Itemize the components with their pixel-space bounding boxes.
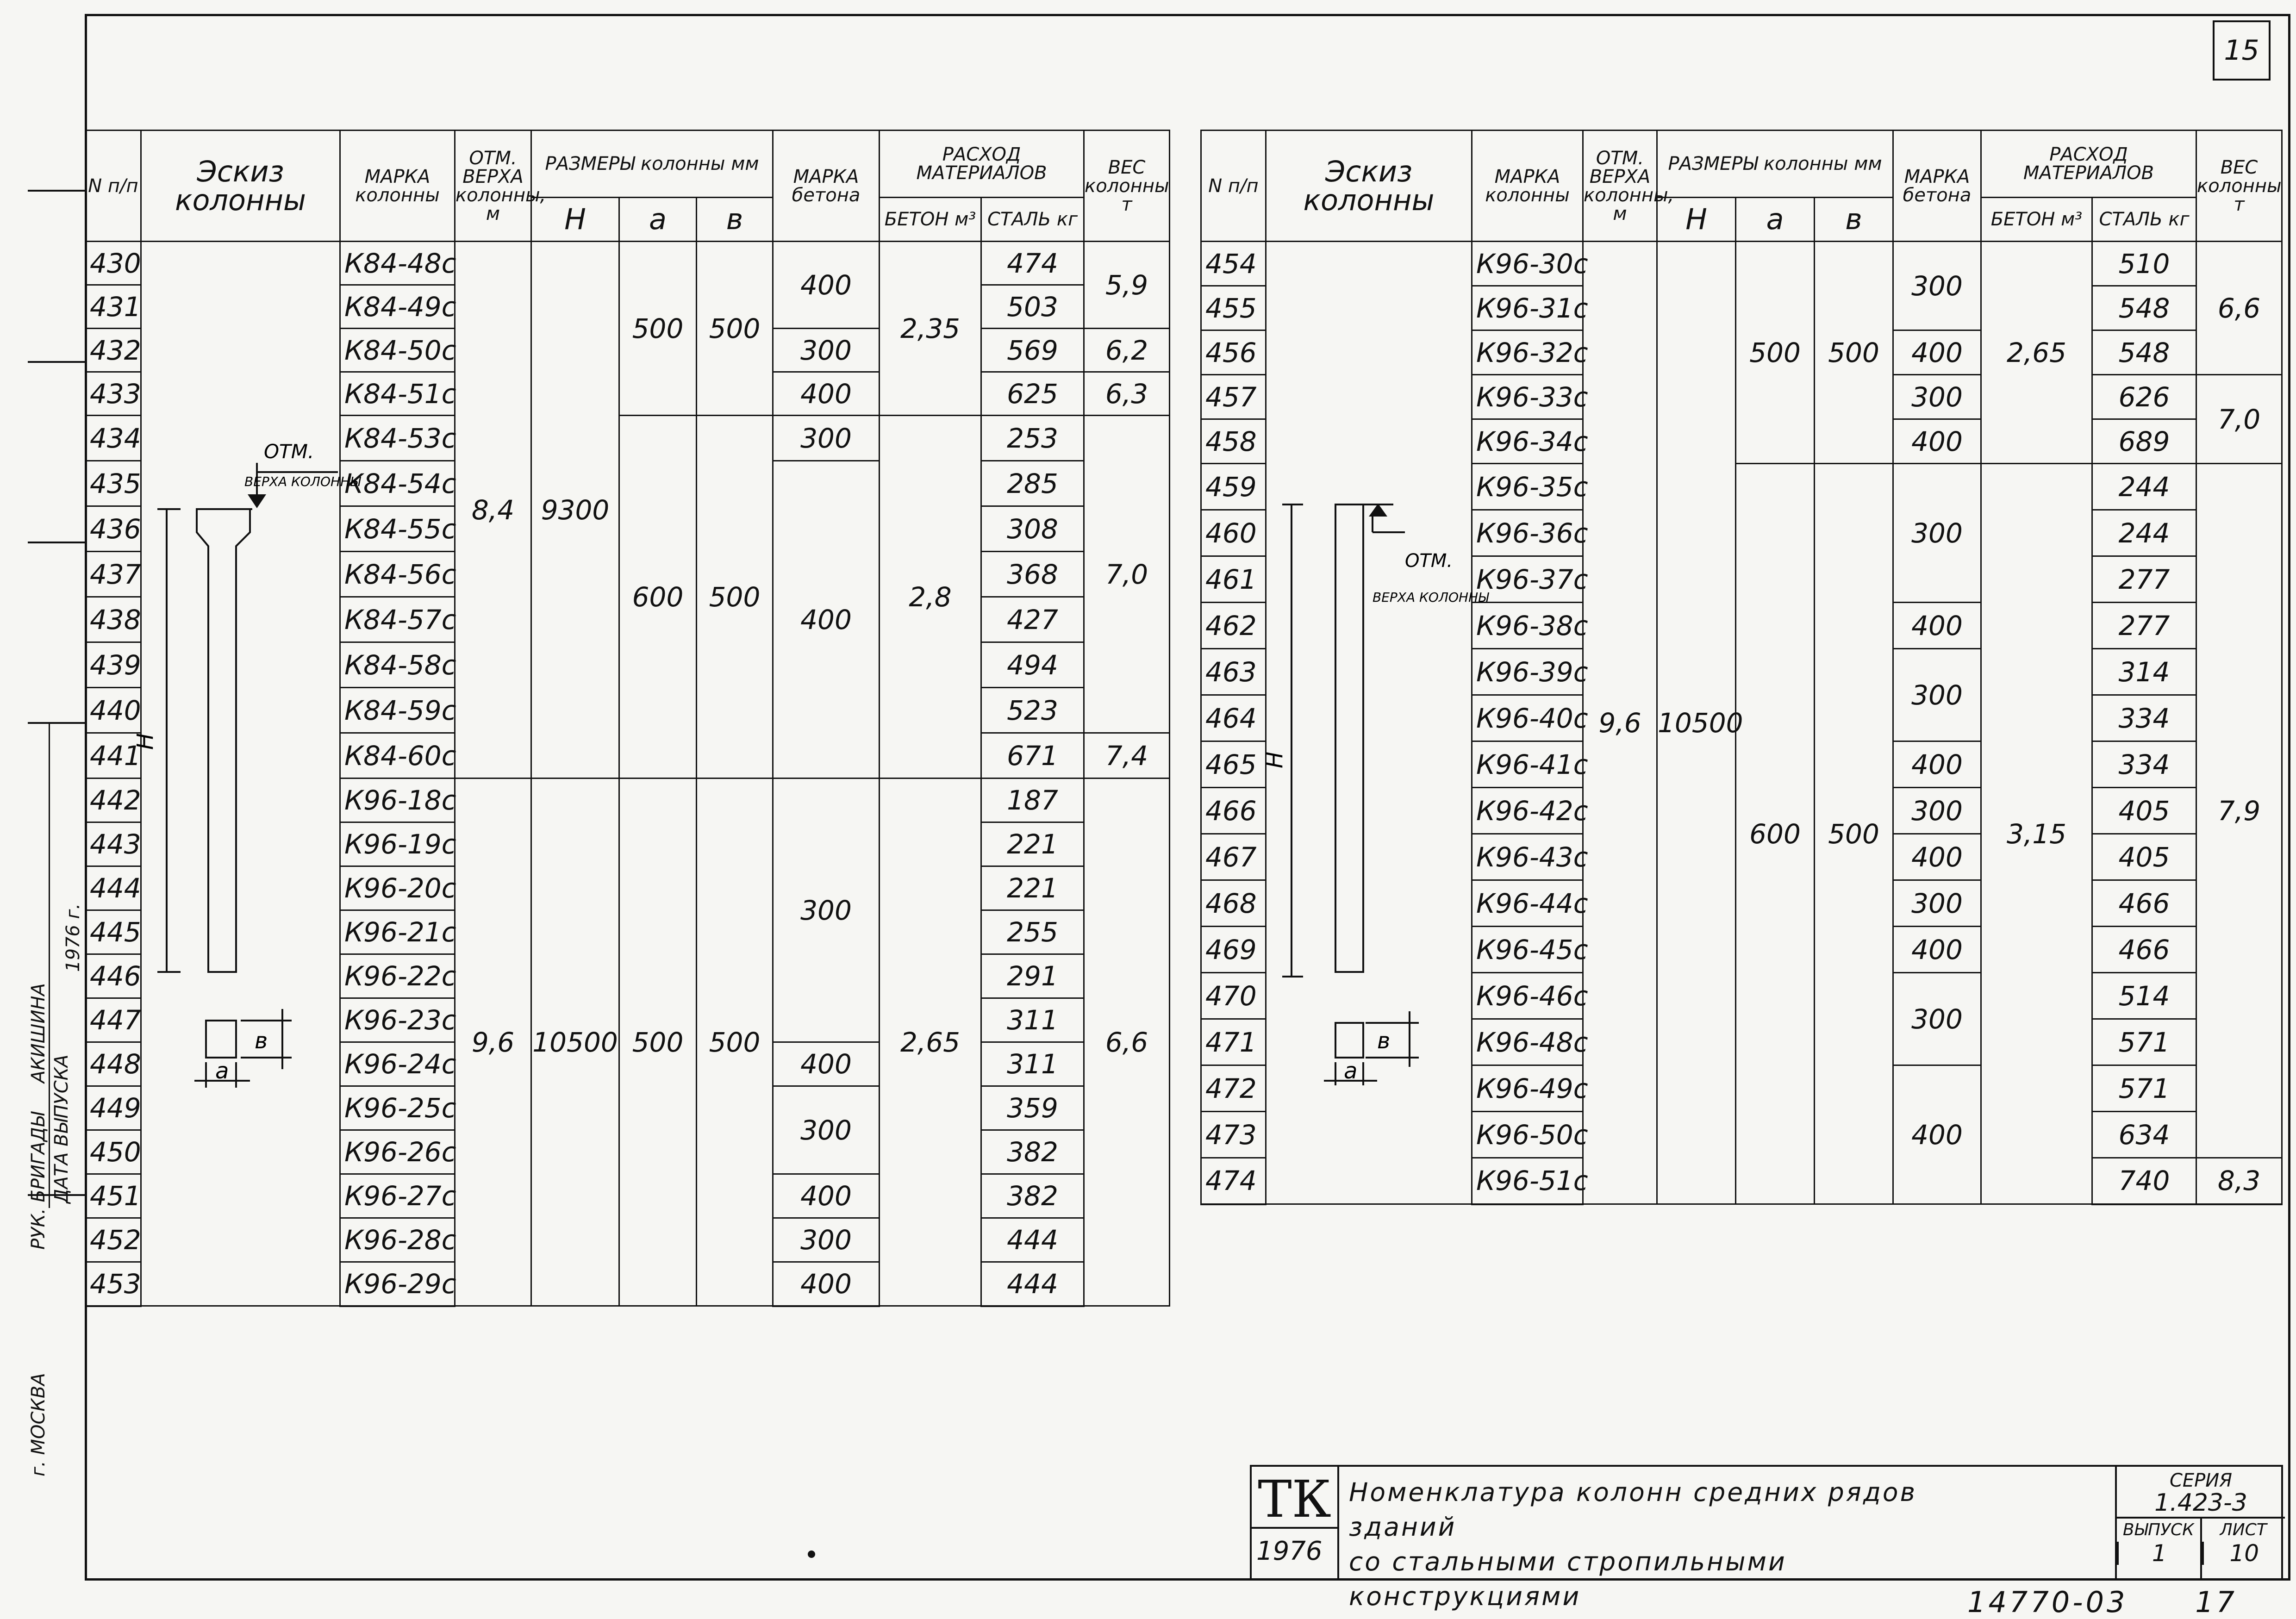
row-number: 465: [1201, 741, 1266, 788]
concrete-volume: 2,8: [880, 416, 981, 778]
row-number: 441: [86, 733, 141, 778]
weight-value: 7,0: [2196, 375, 2282, 464]
concrete-volume: 2,65: [880, 778, 981, 1306]
weight-value: 7,4: [1084, 733, 1170, 778]
header-b: в: [697, 198, 773, 242]
sheet-number: 15: [2213, 20, 2271, 81]
steel-value: 285: [981, 461, 1084, 506]
dim-a-value: 600: [1736, 464, 1815, 1204]
row-number: 460: [1201, 510, 1266, 556]
header-mark: МАРКА колонны: [1472, 131, 1583, 242]
steel-value: 277: [2092, 603, 2196, 649]
issue-value: 1: [2117, 1542, 2200, 1565]
weight-value: 6,3: [1084, 372, 1170, 416]
column-mark: К96-35с: [1472, 464, 1583, 510]
scan-speck: [808, 1551, 815, 1558]
steel-value: 523: [981, 688, 1084, 733]
column-mark: К84-54с: [340, 461, 455, 506]
steel-value: 571: [2092, 1019, 2196, 1065]
sketch-height-label: H: [1262, 751, 1288, 768]
column-mark: К96-42с: [1472, 788, 1583, 834]
header-materials: РАСХОД МАТЕРИАЛОВ: [1981, 131, 2196, 198]
row-number: 440: [86, 688, 141, 733]
concrete-grade: 400: [1893, 419, 1981, 464]
sketch-elevation-sublabel: ВЕРХА КОЛОННЫ: [1373, 590, 1489, 605]
sketch-elevation-label: ОТМ.: [264, 440, 314, 463]
column-mark: К84-57с: [340, 597, 455, 642]
row-number: 474: [1201, 1158, 1266, 1204]
column-mark: К96-31с: [1472, 286, 1583, 330]
column-mark: К96-26с: [340, 1130, 455, 1174]
steel-value: 277: [2092, 556, 2196, 603]
sketch-b-label: в: [255, 1028, 268, 1054]
steel-value: 382: [981, 1174, 1084, 1218]
column-table-right: [1200, 130, 2283, 1205]
column-mark: К96-43с: [1472, 834, 1583, 880]
column-mark: К84-48с: [340, 242, 455, 285]
row-number: 433: [86, 372, 141, 416]
concrete-volume: 3,15: [1981, 464, 2092, 1204]
row-number: 442: [86, 778, 141, 822]
margin-stamp: [0, 185, 85, 1527]
concrete-grade: 400: [773, 461, 880, 778]
header-num: N п/п: [1201, 131, 1266, 242]
steel-value: 405: [2092, 834, 2196, 880]
title-year: 1976: [1256, 1536, 1323, 1566]
column-mark: К96-34с: [1472, 419, 1583, 464]
steel-value: 444: [981, 1262, 1084, 1306]
sketch-a-label: a: [215, 1058, 229, 1084]
issue-label: ВЫПУСК: [2122, 1520, 2194, 1539]
steel-value: 625: [981, 372, 1084, 416]
dim-b-value: 500: [1815, 242, 1893, 464]
column-mark: К96-29с: [340, 1262, 455, 1306]
sketch-elevation-label: ОТМ.: [1405, 550, 1453, 572]
chief-label: РУК. БРИГАДЫ: [28, 1112, 49, 1250]
column-mark: К96-25с: [340, 1086, 455, 1130]
column-mark: К84-59с: [340, 688, 455, 733]
column-mark: К96-22с: [340, 954, 455, 998]
dim-a-value: 500: [619, 778, 697, 1306]
sketch-cell: [141, 242, 340, 1306]
header-mark: МАРКА колонны: [340, 131, 455, 242]
margin-tick: [28, 542, 85, 543]
concrete-grade: 400: [1893, 1065, 1981, 1204]
row-number: 449: [86, 1086, 141, 1130]
header-steel: СТАЛЬ кг: [981, 198, 1084, 242]
column-mark: К84-56с: [340, 552, 455, 597]
margin-tick: [28, 722, 85, 724]
row-number: 457: [1201, 375, 1266, 419]
dim-b-value: 500: [697, 416, 773, 778]
row-number: 437: [86, 552, 141, 597]
row-number: 468: [1201, 880, 1266, 927]
column-mark: К96-30с: [1472, 242, 1583, 286]
steel-value: 689: [2092, 419, 2196, 464]
elevation-value: 9,6: [455, 778, 531, 1306]
steel-value: 334: [2092, 695, 2196, 741]
column-mark: К84-53с: [340, 416, 455, 461]
column-mark: К96-28с: [340, 1218, 455, 1262]
series-cell: [2115, 1467, 2285, 1580]
steel-value: 474: [981, 242, 1084, 285]
steel-value: 444: [981, 1218, 1084, 1262]
header-sketch: Эскиз колонны: [141, 131, 340, 242]
row-number: 450: [86, 1130, 141, 1174]
column-mark: К96-46с: [1472, 973, 1583, 1019]
steel-value: 510: [2092, 242, 2196, 286]
steel-value: 368: [981, 552, 1084, 597]
dim-b-value: 500: [1815, 464, 1893, 1204]
row-number: 439: [86, 642, 141, 688]
row-number: 456: [1201, 330, 1266, 375]
column-mark: К96-32с: [1472, 330, 1583, 375]
drawing-title-line: Номенклатура колонн средних рядов зданий: [1349, 1477, 1917, 1542]
column-mark: К96-23с: [340, 998, 455, 1042]
column-mark: К84-51с: [340, 372, 455, 416]
row-number: 454: [1201, 242, 1266, 286]
row-number: 453: [86, 1262, 141, 1306]
concrete-grade: 300: [1893, 375, 1981, 419]
series-label: СЕРИЯ: [2169, 1470, 2233, 1491]
sheet-label: ЛИСТ: [2220, 1520, 2267, 1539]
row-number: 463: [1201, 649, 1266, 695]
row-number: 459: [1201, 464, 1266, 510]
year-label: 1976 г.: [62, 903, 84, 972]
column-mark: К96-40с: [1472, 695, 1583, 741]
concrete-grade: 300: [1893, 788, 1981, 834]
archive-code: 14770-03: [1967, 1585, 2128, 1619]
header-steel: СТАЛЬ кг: [2092, 198, 2196, 242]
height-value: 9300: [531, 242, 619, 778]
row-number: 432: [86, 329, 141, 372]
column-mark: К84-58с: [340, 642, 455, 688]
concrete-grade: 300: [773, 416, 880, 461]
steel-value: 514: [2092, 973, 2196, 1019]
column-mark: К96-24с: [340, 1042, 455, 1086]
archive-number: [1967, 1585, 2237, 1619]
header-concrete-grade: МАРКА бетона: [1893, 131, 1981, 242]
row-number: 471: [1201, 1019, 1266, 1065]
concrete-grade: 300: [773, 778, 880, 1042]
sketch-cell: [1266, 242, 1472, 1204]
row-number: 448: [86, 1042, 141, 1086]
row-number: 444: [86, 866, 141, 910]
steel-value: 466: [2092, 880, 2196, 927]
issue-date-label: ДАТА ВЫПУСКА: [51, 1054, 72, 1203]
row-number: 430: [86, 242, 141, 285]
header-materials: РАСХОД МАТЕРИАЛОВ: [880, 131, 1084, 198]
steel-value: 291: [981, 954, 1084, 998]
row-number: 461: [1201, 556, 1266, 603]
row-number: 446: [86, 954, 141, 998]
steel-value: 334: [2092, 741, 2196, 788]
city-label: г. МОСКВА: [28, 1373, 49, 1476]
column-mark: К84-50с: [340, 329, 455, 372]
column-mark: К84-55с: [340, 506, 455, 552]
elevation-value: 9,6: [1583, 242, 1657, 1204]
sheet-value: 10: [2202, 1542, 2285, 1565]
steel-value: 569: [981, 329, 1084, 372]
row-number: 436: [86, 506, 141, 552]
concrete-grade: 400: [773, 1042, 880, 1086]
steel-value: 253: [981, 416, 1084, 461]
concrete-grade: 400: [773, 1174, 880, 1218]
concrete-grade: 300: [1893, 649, 1981, 741]
header-weight: ВЕС колонны т: [1084, 131, 1170, 242]
steel-value: 634: [2092, 1112, 2196, 1158]
column-mark: К96-48с: [1472, 1019, 1583, 1065]
chief-name: АКИШИНА: [28, 983, 49, 1083]
header-dimensions: РАЗМЕРЫ колонны мм: [531, 131, 773, 198]
column-mark: К96-51с: [1472, 1158, 1583, 1204]
row-number: 431: [86, 285, 141, 329]
concrete-volume: 2,35: [880, 242, 981, 416]
header-dimensions: РАЗМЕРЫ колонны мм: [1657, 131, 1893, 198]
elevation-value: 8,4: [455, 242, 531, 778]
steel-value: 626: [2092, 375, 2196, 419]
margin-tick: [28, 190, 85, 192]
row-number: 473: [1201, 1112, 1266, 1158]
row-number: 467: [1201, 834, 1266, 880]
steel-value: 494: [981, 642, 1084, 688]
concrete-grade: 300: [773, 1086, 880, 1174]
header-a: a: [1736, 198, 1815, 242]
column-mark: К96-50с: [1472, 1112, 1583, 1158]
sketch-elevation-sublabel: ВЕРХА КОЛОННЫ: [244, 474, 361, 489]
steel-value: 255: [981, 910, 1084, 954]
row-number: 451: [86, 1174, 141, 1218]
concrete-grade: 300: [1893, 880, 1981, 927]
drawing-title: [1349, 1475, 1965, 1614]
row-number: 445: [86, 910, 141, 954]
steel-value: 548: [2092, 330, 2196, 375]
column-mark: К84-60с: [340, 733, 455, 778]
header-H: H: [531, 198, 619, 242]
weight-value: 7,0: [1084, 416, 1170, 733]
steel-value: 244: [2092, 510, 2196, 556]
row-number: 458: [1201, 419, 1266, 464]
dim-a-value: 500: [1736, 242, 1815, 464]
steel-value: 311: [981, 1042, 1084, 1086]
column-mark: К96-36с: [1472, 510, 1583, 556]
column-table-left: [85, 130, 1170, 1307]
steel-value: 405: [2092, 788, 2196, 834]
header-concrete: БЕТОН м³: [1981, 198, 2092, 242]
row-number: 469: [1201, 927, 1266, 973]
steel-value: 244: [2092, 464, 2196, 510]
concrete-grade: 300: [1893, 973, 1981, 1065]
steel-value: 740: [2092, 1158, 2196, 1204]
column-mark: К96-41с: [1472, 741, 1583, 788]
steel-value: 571: [2092, 1065, 2196, 1112]
header-elevation: ОТМ. ВЕРХА колонны, м: [455, 131, 531, 242]
header-weight: ВЕС колонны т: [2196, 131, 2282, 242]
column-mark: К96-44с: [1472, 880, 1583, 927]
row-number: 452: [86, 1218, 141, 1262]
header-H: H: [1657, 198, 1736, 242]
concrete-grade: 400: [1893, 603, 1981, 649]
dim-a-value: 600: [619, 416, 697, 778]
height-value: 10500: [1657, 242, 1736, 1204]
column-mark: К84-49с: [340, 285, 455, 329]
steel-value: 671: [981, 733, 1084, 778]
drawing-title-line: со стальными стропильными конструкциями: [1349, 1547, 1787, 1611]
row-number: 438: [86, 597, 141, 642]
steel-value: 187: [981, 778, 1084, 822]
steel-value: 359: [981, 1086, 1084, 1130]
steel-value: 311: [981, 998, 1084, 1042]
weight-value: 6,6: [2196, 242, 2282, 375]
row-number: 435: [86, 461, 141, 506]
dim-a-value: 500: [619, 242, 697, 416]
sketch-height-label: H: [132, 733, 158, 750]
concrete-grade: 400: [1893, 741, 1981, 788]
steel-value: 466: [2092, 927, 2196, 973]
concrete-grade: 300: [1893, 242, 1981, 330]
concrete-grade: 400: [1893, 330, 1981, 375]
header-elevation: ОТМ. ВЕРХА колонны, м: [1583, 131, 1657, 242]
column-mark: К96-27с: [340, 1174, 455, 1218]
sketch-b-label: в: [1377, 1028, 1391, 1054]
weight-value: 5,9: [1084, 242, 1170, 329]
concrete-grade: 400: [773, 1262, 880, 1306]
archive-page: 17: [2195, 1585, 2238, 1619]
series-value: 1.423-3: [2154, 1489, 2247, 1517]
steel-value: 308: [981, 506, 1084, 552]
header-b: в: [1815, 198, 1893, 242]
row-number: 472: [1201, 1065, 1266, 1112]
column-mark: К96-18с: [340, 778, 455, 822]
concrete-grade: 400: [1893, 927, 1981, 973]
concrete-volume: 2,65: [1981, 242, 2092, 464]
weight-value: 7,9: [2196, 464, 2282, 1158]
steel-value: 221: [981, 822, 1084, 866]
column-mark: К96-20с: [340, 866, 455, 910]
row-number: 443: [86, 822, 141, 866]
column-mark: К96-37с: [1472, 556, 1583, 603]
org-logo-cell: [1252, 1467, 1339, 1580]
concrete-grade: 400: [773, 242, 880, 329]
column-mark: К96-33с: [1472, 375, 1583, 419]
column-mark: К96-45с: [1472, 927, 1583, 973]
concrete-grade: 300: [773, 1218, 880, 1262]
steel-value: 503: [981, 285, 1084, 329]
concrete-grade: 400: [1893, 834, 1981, 880]
header-concrete: БЕТОН м³: [880, 198, 981, 242]
column-mark: К96-19с: [340, 822, 455, 866]
dim-b-value: 500: [697, 778, 773, 1306]
weight-value: 6,6: [1084, 778, 1170, 1306]
steel-value: 548: [2092, 286, 2196, 330]
weight-value: 8,3: [2196, 1158, 2282, 1204]
row-number: 447: [86, 998, 141, 1042]
org-logo: ТК: [1252, 1471, 1337, 1529]
sketch-a-label: a: [1344, 1058, 1358, 1084]
weight-value: 6,2: [1084, 329, 1170, 372]
column-mark: К96-39с: [1472, 649, 1583, 695]
row-number: 466: [1201, 788, 1266, 834]
row-number: 470: [1201, 973, 1266, 1019]
column-mark: К96-21с: [340, 910, 455, 954]
row-number: 434: [86, 416, 141, 461]
header-concrete-grade: МАРКА бетона: [773, 131, 880, 242]
steel-value: 427: [981, 597, 1084, 642]
steel-value: 221: [981, 866, 1084, 910]
concrete-grade: 300: [1893, 464, 1981, 603]
column-mark: К96-49с: [1472, 1065, 1583, 1112]
steel-value: 314: [2092, 649, 2196, 695]
height-value: 10500: [531, 778, 619, 1306]
header-sketch: Эскиз колонны: [1266, 131, 1472, 242]
steel-value: 382: [981, 1130, 1084, 1174]
dim-b-value: 500: [697, 242, 773, 416]
row-number: 455: [1201, 286, 1266, 330]
row-number: 462: [1201, 603, 1266, 649]
concrete-grade: 400: [773, 372, 880, 416]
column-mark: К96-38с: [1472, 603, 1583, 649]
header-a: a: [619, 198, 697, 242]
margin-tick: [28, 361, 85, 363]
header-num: N п/п: [86, 131, 141, 242]
concrete-grade: 300: [773, 329, 880, 372]
row-number: 464: [1201, 695, 1266, 741]
